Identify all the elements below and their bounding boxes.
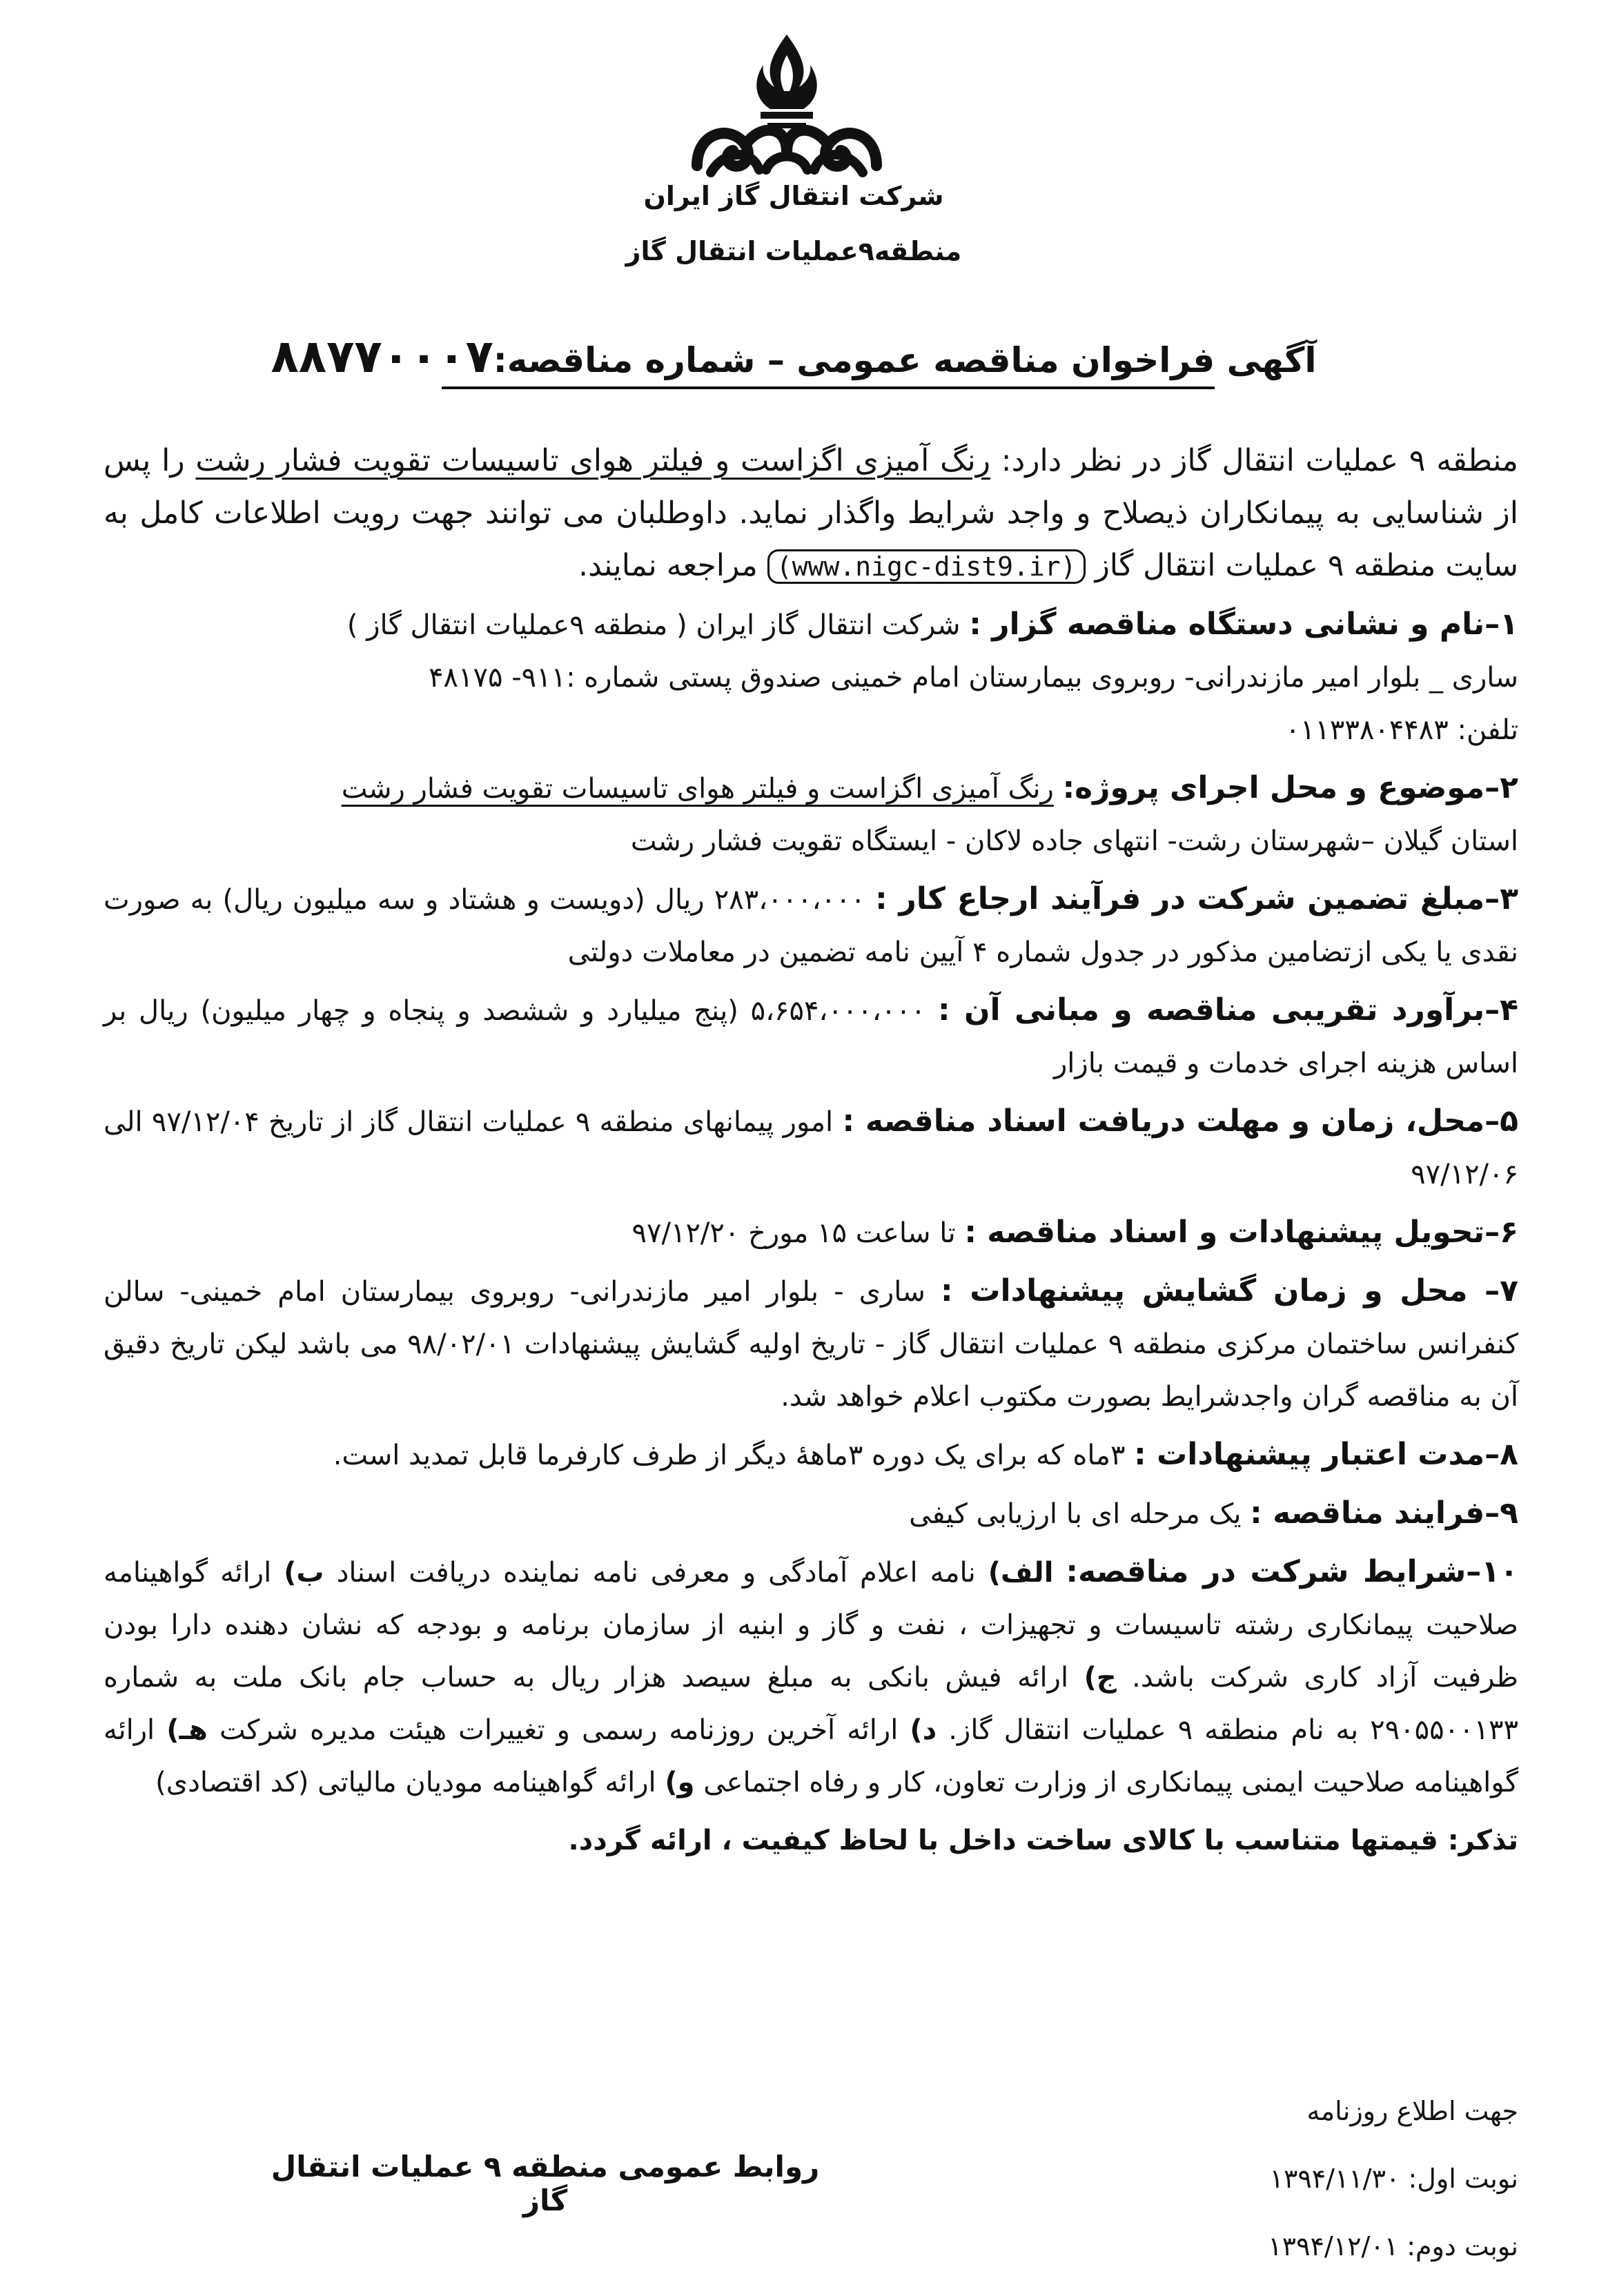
condition-e-text: ارائه گواهینامه صلاحیت ایمنی پیمانکاری از وزارت تعاون، کار و رفاه اجتماعی (104, 1714, 1518, 1798)
first-publication: نوبت اول: ۱۳۹۴/۱۱/۳۰ (1269, 2163, 1518, 2194)
condition-c-text: ارائه فیش بانکی به مبلغ سیصد هزار ریال به حساب جام بانک ملت به شماره ۲۹۰۵۵۰۰۱۳۳ به نام منطقه ۹ عملیات انتقال گاز. (104, 1662, 1519, 1746)
tender-number: ۸۸۷۷۰۰۰۷ (271, 330, 493, 383)
section-8 (104, 1429, 1518, 1482)
section-address: ساری _ بلوار امیر مازندرانی- روبروی بیمارستان امام خمینی صندوق پستی شماره :۹۱۱- ۴۸۱۷۵ (429, 662, 1518, 694)
condition-e-marker: هـ) (166, 1714, 208, 1746)
section-heading: ۳–مبلغ تضمین شرکت در فرآیند ارجاع کار : (875, 881, 1519, 916)
section-text: شرکت انتقال گاز ایران ( منطقه ۹عملیات انتقال گاز ) (346, 609, 961, 641)
condition-f-marker: و) (665, 1767, 695, 1798)
intro-rest: را پس از شناسایی به پیمانکاران ذیصلاح و واجد شرایط واگذار نماید. داوطلبان می توانند جهت رویت اطلاعات کامل به سایت منطقه ۹ عملیات انتقال گاز (104, 443, 1518, 583)
nigc-flame-logo-icon (683, 28, 890, 186)
section-2 (104, 762, 1518, 867)
section-text: ساری - بلوار امیر مازندرانی- روبروی بیمارستان امام خمینی- سالن کنفرانس ساختمان مرکزی منطقه ۹ عملیات انتقال گاز - تاریخ اولیه گشایش پیشنهادات ۹۸/۰۲/۰۱ می باشد لیکن تاریخ دقیق آن به مناقصه گران واجدشرایط بصورت مکتوب اعلام خواهد شد. (104, 1276, 1518, 1413)
intro-lead: منطقه ۹ عملیات انتقال گاز در نظر دارد: (1001, 443, 1518, 478)
section-heading: ۶–تحویل پیشنهادات و اسناد مناقصه : (964, 1215, 1518, 1250)
notice-title-prefix: آگهی فراخوان مناقصه عمومی – شماره مناقصه: (493, 340, 1317, 380)
section-4 (104, 984, 1518, 1090)
section-text: امور پیمانهای منطقه ۹ عملیات انتقال گاز از تاریخ ۹۷/۱۲/۰۴ الی ۹۷/۱۲/۰۶ (104, 1106, 1518, 1190)
public-relations-signature: روابط عمومی منطقه ۹ عملیات انتقال گاز (271, 2150, 820, 2217)
section-5 (104, 1095, 1518, 1201)
section-3 (104, 873, 1518, 979)
section-heading: ۸–مدت اعتبار پیشنهادات : (1134, 1437, 1518, 1472)
section-heading: ۹–فرایند مناقصه : (1250, 1495, 1518, 1531)
condition-b-text: ارائه گواهینامه صلاحیت پیمانکاری رشته تاسیسات و تجهیزات ، نفت و گاز و ابنیه از سازمان برنامه و بودجه که نشان دهنده دارا بودن ظرفیت آزاد کاری شرکت باشد. (104, 1557, 1519, 1694)
section-6 (104, 1206, 1518, 1259)
section-phone: تلفن: ۰۱۱۳۳۸۰۴۴۸۳ (1285, 714, 1518, 746)
intro-subject: رنگ آمیزی اگزاست و فیلتر هوای تاسیسات تقویت فشار رشت (195, 443, 990, 478)
newspaper-info: جهت اطلاع روزنامه (1306, 2096, 1518, 2126)
section-heading: ۱–نام و نشانی دستگاه مناقصه گزار : (969, 607, 1518, 642)
notice-title (235, 330, 1353, 383)
condition-d-text: ارائه آخرین روزنامه رسمی و تغییرات هیئت مدیره شرکت (219, 1714, 899, 1746)
section-text: یک مرحله ای با ارزیابی کیفی (909, 1498, 1242, 1530)
condition-b-marker: ب) (284, 1557, 324, 1589)
org-unit: منطقه۹عملیات انتقال گاز (625, 236, 962, 266)
section-heading: ۲–موضوع و محل اجرای پروژه: (1062, 770, 1518, 805)
second-publication: نوبت دوم: ۱۳۹۴/۱۲/۰۱ (1268, 2231, 1518, 2261)
condition-c-marker: ج) (1084, 1662, 1117, 1694)
section-text: رنگ آمیزی اگزاست و فیلتر هوای تاسیسات تقویت فشار رشت (341, 773, 1054, 805)
notice-body (104, 435, 1518, 1872)
section-text: تا ساعت ۱۵ مورخ ۹۷/۱۲/۲۰ (631, 1217, 956, 1249)
section-10 (104, 1546, 1518, 1809)
intro-end: مراجعه نمایند. (578, 548, 758, 583)
section-heading: ۴–برآورد تقریبی مناقصه و مبانی آن : (938, 992, 1519, 1028)
section-text: ۳ماه که برای یک دوره ۳ماهۀ دیگر از طرف کارفرما قابل تمدید است. (333, 1440, 1126, 1471)
publication-info (1077, 2077, 1518, 2280)
section-location: استان گیلان –شهرستان رشت- انتهای جاده لاکان - ایستگاه تقویت فشار رشت (630, 825, 1518, 857)
condition-f-text: ارائه گواهینامه مودیان مالیاتی (کد اقتصادی) (155, 1767, 656, 1798)
section-heading: ۱۰–شرایط شرکت در مناقصه: (1066, 1554, 1518, 1589)
intro-paragraph (104, 435, 1518, 593)
title-underline (442, 386, 1215, 389)
section-text: ۵،۶۵۴،۰۰۰،۰۰۰ (پنج میلیارد و ششصد و پنجاه و چهار میلیون) ریال بر اساس هزینه اجرای خدمات و قیمت بازار (104, 995, 1518, 1079)
section-1 (104, 598, 1518, 756)
note: تذکر: قیمتها متناسب با کالای ساخت داخل با لحاظ کیفیت ، ارائه گردد. (568, 1825, 1518, 1856)
condition-d-marker: د) (910, 1714, 937, 1746)
website-link[interactable]: (www.nigc-dist9.ir) (767, 549, 1086, 584)
condition-a-marker: الف) (988, 1557, 1054, 1589)
condition-a-text: نامه اعلام آمادگی و معرفی نامه نماینده دریافت اسناد (336, 1557, 976, 1589)
section-9 (104, 1487, 1518, 1540)
section-heading: ۵–محل، زمان و مهلت دریافت اسناد مناقصه : (842, 1103, 1519, 1139)
org-name: شرکت انتقال گاز ایران (643, 181, 944, 211)
section-7 (104, 1265, 1518, 1423)
section-text: ۲۸۳،۰۰۰،۰۰۰ ریال (دویست و هشتاد و سه میلیون ریال) به صورت نقدی یا یکی ازتضامین مذکور در جدول شماره ۴ آیین نامه تضمین در معاملات دولتی (104, 884, 1518, 968)
section-heading: ۷– محل و زمان گشایش پیشنهادات : (941, 1273, 1518, 1308)
